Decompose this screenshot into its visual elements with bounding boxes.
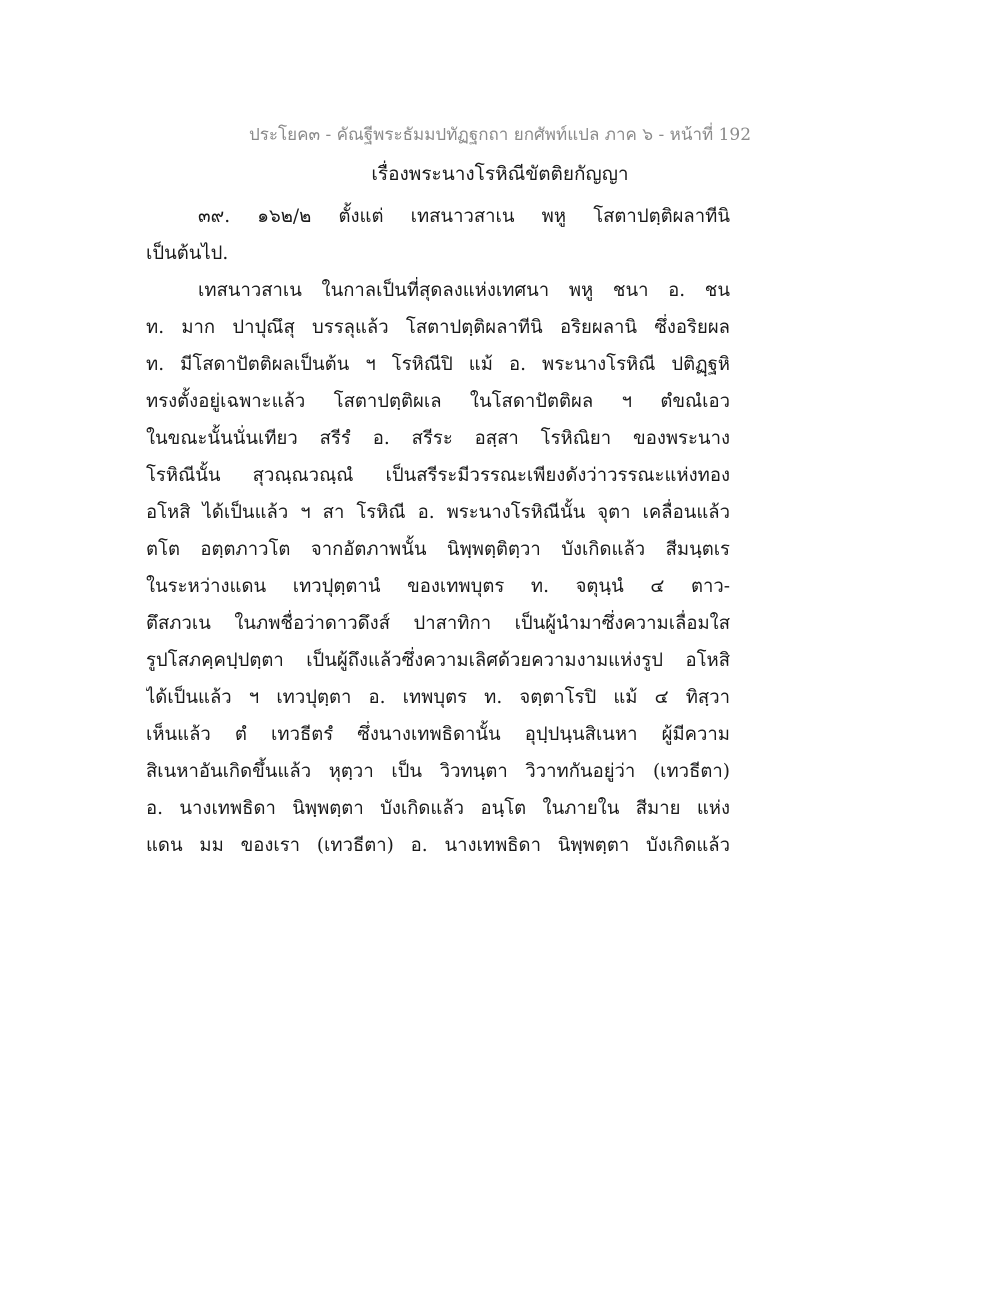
paragraph-2-line-10: ตึสภวเน ในภพชื่อว่าดาวดึงส์ ปาสาทิกา เป็นผู้นำมาซึ่งความเลื่อมใส xyxy=(146,613,730,634)
story-title: เรื่องพระนางโรหิณีขัตติยกัญญา xyxy=(371,163,629,185)
paragraph-2-line-16: แดน มม ของเรา (เทวธีตา) อ. นางเทพธิดา นิพฺพตฺตา บังเกิดแล้ว xyxy=(146,835,730,856)
body-text xyxy=(146,198,730,864)
paragraph-2-line-7: อโหสิ ได้เป็นแล้ว ฯ สา โรหิณี อ. พระนางโรหิณีนั้น จุตา เคลื่อนแล้ว xyxy=(146,502,730,523)
paragraph-2-line-3: ท. มีโสดาปัตติผลเป็นต้น ฯ โรหิณีปิ แม้ อ. พระนางโรหิณี ปติฏฺฐหิ xyxy=(146,354,730,375)
paragraph-2-line-13: เห็นแล้ว ตํ เทวธีตรํ ซึ่งนางเทพธิดานั้น อุปฺปนฺนสิเนหา ผู้มีความ xyxy=(146,724,730,745)
running-header: ประโยค๓ - คัณฐีพระธัมมปทัฏฐกถา ยกศัพท์แปล ภาค ๖ - หน้าที่ 192 xyxy=(248,125,752,145)
paragraph-1-line-1: ๓๙. ๑๖๒/๒ ตั้งแต่ เทสนาวสาเน พหู โสตาปตฺติผลาทีนิ xyxy=(198,206,730,227)
paragraph-2-line-14: สิเนหาอันเกิดขึ้นแล้ว หุตฺวา เป็น วิวทนฺตา วิวาทกันอยู่ว่า (เทวธีตา) xyxy=(146,761,730,782)
paragraph-2-line-11: รูปโสภคฺคปฺปตฺตา เป็นผู้ถึงแล้วซึ่งความเลิศด้วยความงามแห่งรูป อโหสิ xyxy=(146,650,730,671)
paragraph-2-line-2: ท. มาก ปาปุณึสุ บรรลุแล้ว โสตาปตฺติผลาทีนิ อริยผลานิ ซึ่งอริยผล xyxy=(146,317,730,338)
paragraph-2-line-1: เทสนาวสาเน ในกาลเป็นที่สุดลงแห่งเทศนา พหู ชนา อ. ชน xyxy=(198,280,730,301)
paragraph-2-line-6: โรหิณีนั้น สุวณฺณวณฺณํ เป็นสรีระมีวรรณะเพียงดังว่าวรรณะแห่งทอง xyxy=(146,465,730,486)
paragraph-2-line-12: ได้เป็นแล้ว ฯ เทวปุตฺตา อ. เทพบุตร ท. จตฺตาโรปิ แม้ ๔ ทิสฺวา xyxy=(146,687,730,708)
paragraph-2-line-15: อ. นางเทพธิดา นิพฺพตฺตา บังเกิดแล้ว อนฺโต ในภายใน สีมาย แห่ง xyxy=(146,798,730,819)
paragraph-2-line-5: ในขณะนั้นนั่นเทียว สรีรํ อ. สรีระ อสฺสา โรหิณิยา ของพระนาง xyxy=(146,428,730,449)
paragraph-2-line-9: ในระหว่างแดน เทวปุตฺตานํ ของเทพบุตร ท. จตุนฺนํ ๔ ตาว- xyxy=(146,576,730,597)
paragraph-1-line-2: เป็นต้นไป. xyxy=(146,243,229,264)
paragraph-2-line-4: ทรงตั้งอยู่เฉพาะแล้ว โสตาปตฺติผเล ในโสดาปัตติผล ฯ ตํขณํเอว xyxy=(146,391,730,412)
paragraph-2-line-8: ตโต อตฺตภาวโต จากอัตภาพนั้น นิพฺพตฺติตฺวา บังเกิดแล้ว สีมนฺตเร xyxy=(146,539,730,560)
